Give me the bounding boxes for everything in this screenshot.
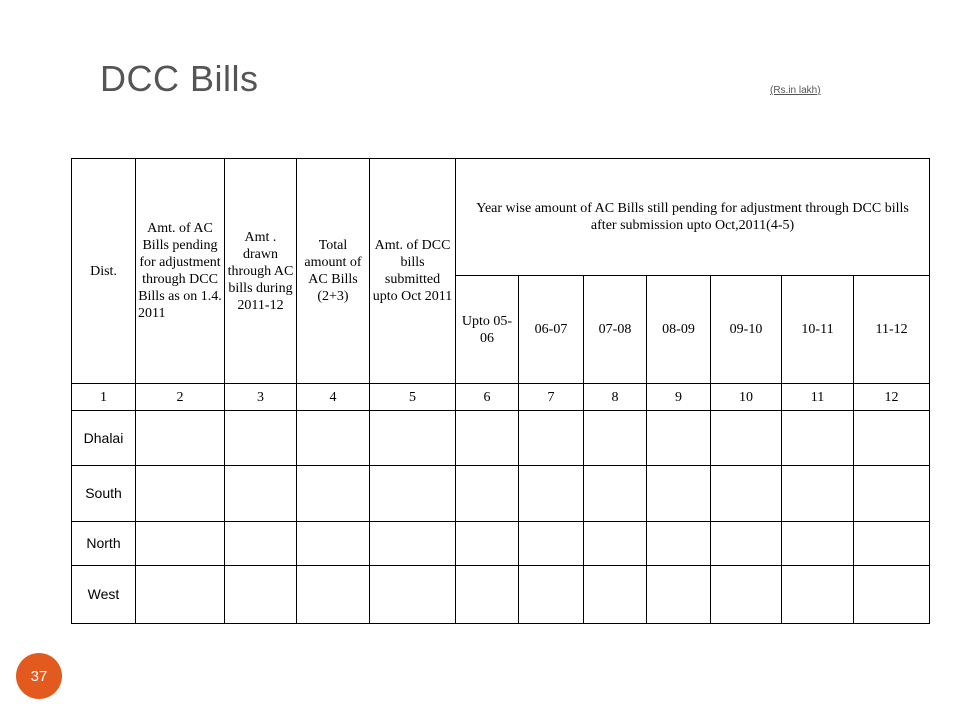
data-cell — [711, 566, 782, 624]
header-yearwise: Year wise amount of AC Bills still pending for adjustment through DCC bills after submission upto Oct,2011(4-5) — [456, 159, 930, 276]
data-cell — [782, 522, 854, 566]
column-number: 6 — [456, 384, 519, 411]
data-cell — [225, 411, 297, 466]
column-number: 3 — [225, 384, 297, 411]
data-cell — [647, 466, 711, 522]
header-dist: Dist. — [72, 159, 136, 384]
data-cell — [370, 466, 456, 522]
data-cell — [647, 522, 711, 566]
data-cell — [584, 566, 647, 624]
district-label: South — [72, 466, 136, 522]
data-cell — [225, 522, 297, 566]
data-cell — [297, 522, 370, 566]
header-year: 10-11 — [782, 276, 854, 384]
district-label: West — [72, 566, 136, 624]
data-cell — [854, 466, 930, 522]
column-number: 5 — [370, 384, 456, 411]
column-number: 11 — [782, 384, 854, 411]
column-number: 12 — [854, 384, 930, 411]
header-col3: Amt . drawn through AC bills during 2011-12 — [225, 159, 297, 384]
data-cell — [519, 522, 584, 566]
table-row — [72, 466, 930, 522]
header-year: 09-10 — [711, 276, 782, 384]
header-col2: Amt. of AC Bills pending for adjustment through DCC Bills as on 1.4. 2011 — [136, 159, 225, 384]
data-cell — [854, 411, 930, 466]
data-cell — [782, 466, 854, 522]
column-number: 1 — [72, 384, 136, 411]
data-cell — [647, 411, 711, 466]
table-row — [72, 566, 930, 624]
data-cell — [297, 466, 370, 522]
header-col4: Total amount of AC Bills (2+3) — [297, 159, 370, 384]
column-number: 8 — [584, 384, 647, 411]
data-cell — [584, 466, 647, 522]
table-row — [72, 411, 930, 466]
data-cell — [854, 522, 930, 566]
district-label: Dhalai — [72, 411, 136, 466]
data-cell — [225, 466, 297, 522]
data-cell — [584, 411, 647, 466]
slide-number-badge: 37 — [16, 653, 62, 699]
column-number: 4 — [297, 384, 370, 411]
header-year: 06-07 — [519, 276, 584, 384]
data-cell — [456, 411, 519, 466]
number-row — [72, 384, 930, 411]
data-cell — [297, 566, 370, 624]
data-cell — [782, 411, 854, 466]
data-cell — [456, 466, 519, 522]
data-cell — [370, 411, 456, 466]
data-cell — [519, 566, 584, 624]
header-year: 07-08 — [584, 276, 647, 384]
data-cell — [584, 522, 647, 566]
header-year: Upto 05-06 — [456, 276, 519, 384]
data-cell — [136, 522, 225, 566]
data-cell — [456, 566, 519, 624]
header-col5: Amt. of DCC bills submitted upto Oct 2011 — [370, 159, 456, 384]
data-cell — [456, 522, 519, 566]
data-cell — [519, 466, 584, 522]
data-cell — [136, 566, 225, 624]
column-number: 9 — [647, 384, 711, 411]
district-label: North — [72, 522, 136, 566]
column-number: 2 — [136, 384, 225, 411]
data-cell — [519, 411, 584, 466]
data-cell — [711, 411, 782, 466]
data-cell — [854, 566, 930, 624]
data-cell — [370, 566, 456, 624]
header-year: 11-12 — [854, 276, 930, 384]
data-cell — [782, 566, 854, 624]
data-cell — [711, 466, 782, 522]
dcc-bills-table — [71, 158, 930, 624]
data-cell — [136, 411, 225, 466]
data-cell — [136, 466, 225, 522]
page-title: DCC Bills — [100, 58, 259, 99]
header-year: 08-09 — [647, 276, 711, 384]
data-cell — [647, 566, 711, 624]
column-number: 7 — [519, 384, 584, 411]
column-number: 10 — [711, 384, 782, 411]
header-row-1 — [72, 159, 930, 276]
data-cell — [370, 522, 456, 566]
table-row — [72, 522, 930, 566]
unit-note: (Rs.in lakh) — [770, 85, 821, 96]
data-cell — [711, 522, 782, 566]
data-cell — [225, 566, 297, 624]
data-cell — [297, 411, 370, 466]
